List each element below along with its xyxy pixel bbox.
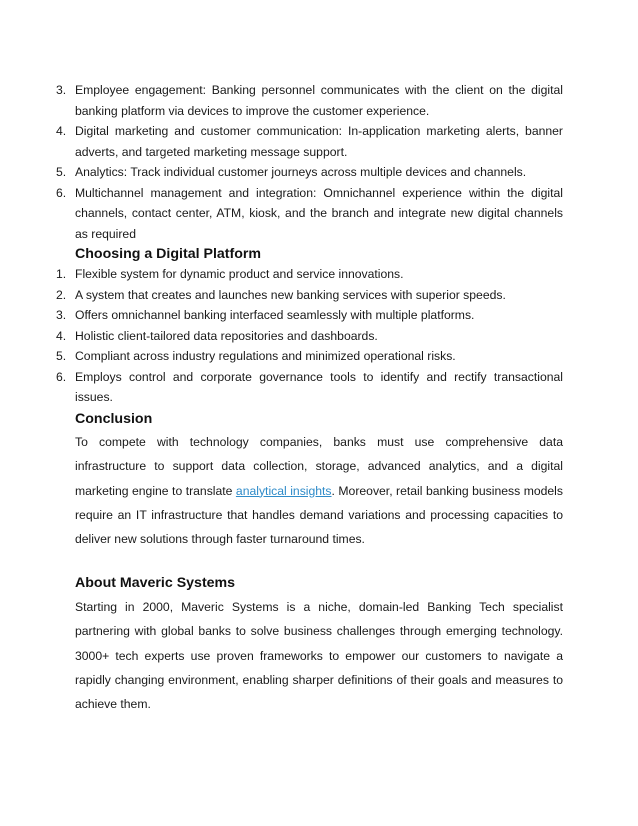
list-item	[0, 305, 638, 326]
section-heading-choosing: Choosing a Digital Platform	[75, 246, 262, 262]
feature-list	[0, 80, 638, 244]
list-item-number: 1.	[56, 267, 67, 281]
list-item	[0, 367, 638, 408]
list-item-text: A system that creates and launches new banking services with superior speeds.	[75, 287, 506, 302]
list-item	[0, 264, 638, 285]
list-item	[0, 285, 638, 306]
list-item	[0, 80, 638, 121]
list-item-number: 3.	[56, 308, 67, 322]
list-item	[0, 162, 638, 183]
platform-criteria-list	[0, 264, 638, 408]
list-item-text: Digital marketing and customer communication: In-application marketing alerts, banner adverts, and targeted marketing message support.	[75, 124, 563, 159]
list-item-text: Holistic client-tailored data repositories and dashboards.	[75, 328, 378, 343]
list-item-text: Employs control and corporate governance tools to identify and rectify transactional issues.	[75, 369, 563, 404]
list-item-text: Flexible system for dynamic product and service innovations.	[75, 267, 404, 281]
list-item	[0, 326, 638, 347]
list-item-number: 5.	[56, 349, 67, 363]
list-item-text: Multichannel management and integration: Omnichannel experience within the digital channels, contact center, ATM, kiosk, and the branch and integrate new digital channels as required	[75, 185, 563, 241]
section-heading-conclusion: Conclusion	[75, 411, 153, 427]
list-item-text: Analytics: Track individual customer journeys across multiple devices and channels.	[75, 165, 527, 179]
list-item-number: 6.	[56, 369, 67, 384]
conclusion-text: To compete with technology companies, banks must use comprehensive data infrastructure to support data collection, storage, advanced analytics, and a digital marketing engine to translate	[75, 435, 563, 498]
conclusion-text-continued: . Moreover, retail banking business models require an IT infrastructure that handles demand variations and processing capacities to deliver new solutions through faster turnaround times.	[75, 483, 563, 547]
list-item-number: 5.	[56, 165, 67, 179]
list-item	[0, 121, 638, 162]
list-item-number: 4.	[56, 328, 67, 343]
list-item	[0, 183, 638, 245]
section-heading-about: About Maveric Systems	[75, 575, 236, 591]
list-item-number: 3.	[56, 83, 67, 97]
list-item-text: Offers omnichannel banking interfaced seamlessly with multiple platforms.	[75, 308, 475, 322]
analytical-insights-link[interactable]: analytical insights	[235, 483, 332, 498]
list-item-number: 4.	[56, 124, 67, 138]
list-item-number: 6.	[56, 185, 67, 200]
list-item-text: Employee engagement: Banking personnel communicates with the client on the digital banking platform via devices to improve the customer experience.	[75, 83, 563, 118]
list-item-text: Compliant across industry regulations and minimized operational risks.	[75, 349, 456, 363]
conclusion-paragraph	[75, 430, 563, 551]
list-item-number: 2.	[56, 287, 67, 302]
about-paragraph: Starting in 2000, Maveric Systems is a niche, domain-led Banking Tech specialist partnering with global banks to solve business challenges through emerging technology. 3000+ tech experts use proven frameworks to empower our customers to navigate a rapidly changing environment, enabling sharper definitions of their goals and measures to achieve them.	[75, 600, 563, 712]
list-item	[0, 346, 638, 367]
